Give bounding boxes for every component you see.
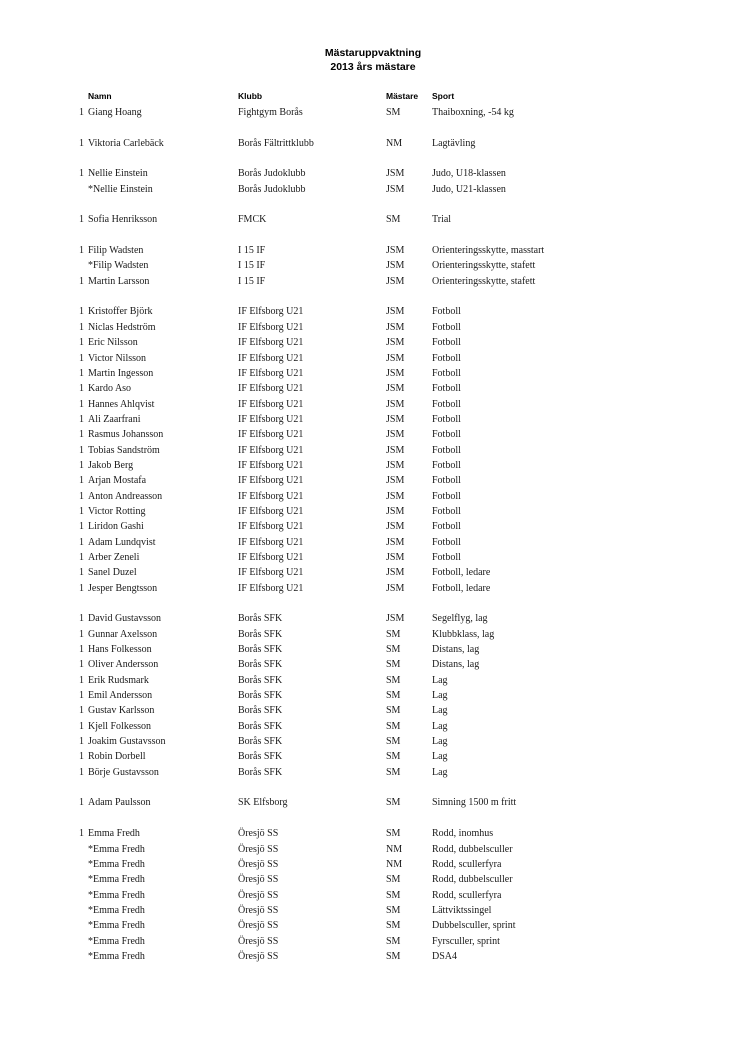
row-master: SM xyxy=(386,935,401,947)
row-name: Sanel Duzel xyxy=(88,567,137,579)
row-master: JSM xyxy=(386,551,405,563)
row-club: I 15 IF xyxy=(238,260,266,272)
row-master: JSM xyxy=(386,582,405,594)
row-name: *Emma Fredh xyxy=(88,904,145,916)
row-count: 1 xyxy=(79,766,84,778)
table-row xyxy=(0,304,746,319)
row-name: Arber Zeneli xyxy=(88,551,140,563)
row-sport: Rodd, scullerfyra xyxy=(432,858,502,870)
row-club: Fightgym Borås xyxy=(238,107,303,118)
row-name: Hans Folkesson xyxy=(88,644,152,656)
table-row xyxy=(0,274,746,289)
row-sport: Rodd, inomhus xyxy=(432,828,494,840)
row-sport: Lag xyxy=(432,736,448,748)
row-club: Borås SFK xyxy=(238,705,283,717)
table-row xyxy=(0,519,746,534)
row-club: Borås SFK xyxy=(238,644,283,656)
row-name: Jesper Bengtsson xyxy=(88,582,158,594)
row-club: IF Elfsborg U21 xyxy=(238,551,304,563)
column-header-sport: Sport xyxy=(432,91,455,101)
table-row xyxy=(0,473,746,488)
row-name: *Emma Fredh xyxy=(88,935,145,947)
row-club: IF Elfsborg U21 xyxy=(238,505,304,517)
row-name: Victor Nilsson xyxy=(88,352,147,364)
row-club: Öresjö SS xyxy=(238,858,279,870)
row-club: Borås SFK xyxy=(238,736,283,748)
row-count: 1 xyxy=(79,521,84,533)
row-sport: Lag xyxy=(432,720,448,732)
row-name: Oliver Andersson xyxy=(88,659,159,671)
row-count: 1 xyxy=(79,797,84,809)
row-name: *Emma Fredh xyxy=(88,874,145,886)
row-count: 1 xyxy=(79,337,84,349)
table-row xyxy=(0,182,746,197)
row-sport: Lag xyxy=(432,690,448,702)
row-name: *Emma Fredh xyxy=(88,889,145,901)
table-row xyxy=(0,535,746,550)
row-sport: Fotboll xyxy=(432,398,461,410)
row-sport: Judo, U21-klassen xyxy=(432,183,506,195)
row-count: 1 xyxy=(79,429,84,441)
row-master: JSM xyxy=(386,383,405,395)
table-row xyxy=(0,412,746,427)
row-club: IF Elfsborg U21 xyxy=(238,337,304,349)
table-row xyxy=(0,258,746,273)
table-row xyxy=(0,581,746,596)
row-club: IF Elfsborg U21 xyxy=(238,459,304,471)
row-count: 1 xyxy=(79,475,84,487)
row-sport: Judo, U18-klassen xyxy=(432,168,506,180)
row-count: 1 xyxy=(79,736,84,748)
row-count: 1 xyxy=(79,398,84,410)
table-row xyxy=(0,427,746,442)
row-master: JSM xyxy=(386,490,405,502)
row-name: Martin Ingesson xyxy=(88,367,154,379)
table-row xyxy=(0,504,746,519)
row-master: JSM xyxy=(386,183,405,195)
row-club: IF Elfsborg U21 xyxy=(238,383,304,395)
table-row xyxy=(0,642,746,657)
row-sport: Lag xyxy=(432,674,448,686)
row-count: 1 xyxy=(79,168,84,180)
row-club: Borås Judoklubb xyxy=(238,168,306,180)
table-row xyxy=(0,136,746,151)
row-count: 1 xyxy=(79,107,84,118)
row-name: Filip Wadsten xyxy=(88,245,144,257)
column-header-master: Mästare xyxy=(386,91,419,101)
table-row xyxy=(0,688,746,703)
row-master: JSM xyxy=(386,505,405,517)
table-row xyxy=(0,627,746,642)
row-club: FMCK xyxy=(238,214,267,226)
row-sport: Trial xyxy=(432,214,452,226)
row-master: JSM xyxy=(386,168,405,180)
row-club: IF Elfsborg U21 xyxy=(238,367,304,379)
row-club: SK Elfsborg xyxy=(238,797,288,809)
row-count: 1 xyxy=(79,444,84,456)
row-club: Öresjö SS xyxy=(238,935,279,947)
row-master: JSM xyxy=(386,413,405,425)
row-sport: Simning 1500 m fritt xyxy=(432,797,517,809)
row-name: Ali Zaarfrani xyxy=(88,413,141,425)
row-name: *Nellie Einstein xyxy=(88,183,153,195)
row-name: Martin Larsson xyxy=(88,275,150,287)
row-count: 1 xyxy=(79,628,84,640)
row-club: Borås SFK xyxy=(238,659,283,671)
spacer-row xyxy=(0,197,746,212)
row-club: Borås SFK xyxy=(238,720,283,732)
row-club: Borås SFK xyxy=(238,766,283,778)
table-row xyxy=(0,212,746,227)
table-row xyxy=(0,842,746,857)
row-count: 1 xyxy=(79,321,84,333)
row-master: JSM xyxy=(386,275,405,287)
row-count: 1 xyxy=(79,751,84,763)
row-sport: Fotboll xyxy=(432,352,461,364)
row-club: IF Elfsborg U21 xyxy=(238,567,304,579)
row-count: 1 xyxy=(79,245,84,257)
row-master: SM xyxy=(386,736,401,748)
row-master: JSM xyxy=(386,567,405,579)
column-header-name: Namn xyxy=(88,91,112,101)
row-club: Öresjö SS xyxy=(238,920,279,932)
row-sport: Fotboll xyxy=(432,413,461,425)
row-count: 1 xyxy=(79,674,84,686)
row-club: Borås SFK xyxy=(238,628,283,640)
row-sport: DSA4 xyxy=(432,950,458,962)
row-name: *Emma Fredh xyxy=(88,920,145,932)
row-name: Kardo Aso xyxy=(88,383,132,395)
row-name: Nellie Einstein xyxy=(88,168,148,180)
row-master: SM xyxy=(386,659,401,671)
row-master: NM xyxy=(386,843,403,855)
row-master: SM xyxy=(386,904,401,916)
row-name: Viktoria Carlebäck xyxy=(88,137,164,149)
document-title: Mästaruppvaktning xyxy=(324,47,422,59)
row-master: JSM xyxy=(386,444,405,456)
row-master: NM xyxy=(386,137,403,149)
row-sport: Dubbelsculler, sprint xyxy=(432,920,516,932)
table-row xyxy=(0,320,746,335)
row-master: JSM xyxy=(386,306,405,318)
row-club: IF Elfsborg U21 xyxy=(238,475,304,487)
row-sport: Klubbklass, lag xyxy=(432,628,495,640)
row-sport: Rodd, scullerfyra xyxy=(432,889,502,901)
row-sport: Lag xyxy=(432,705,448,717)
table-row xyxy=(0,335,746,350)
row-master: JSM xyxy=(386,352,405,364)
row-name: Niclas Hedström xyxy=(88,321,156,333)
row-club: Öresjö SS xyxy=(238,843,279,855)
table-row xyxy=(0,857,746,872)
spacer-row xyxy=(0,151,746,166)
table-row xyxy=(0,918,746,933)
row-name: Eric Nilsson xyxy=(88,337,138,349)
row-master: JSM xyxy=(386,245,405,257)
table-row xyxy=(0,765,746,780)
row-master: JSM xyxy=(386,260,405,272)
row-name: Joakim Gustavsson xyxy=(88,736,166,748)
spacer-row xyxy=(0,596,746,611)
row-club: IF Elfsborg U21 xyxy=(238,429,304,441)
row-sport: Lagtävling xyxy=(432,137,476,149)
row-name: Gustav Karlsson xyxy=(88,705,155,717)
table-row xyxy=(0,734,746,749)
row-name: Hannes Ahlqvist xyxy=(88,398,155,410)
row-master: NM xyxy=(386,858,403,870)
table-row xyxy=(0,550,746,565)
row-sport: Fotboll xyxy=(432,429,461,441)
row-master: SM xyxy=(386,720,401,732)
row-name: Jakob Berg xyxy=(88,459,134,471)
row-name: Kjell Folkesson xyxy=(88,720,152,732)
table-row xyxy=(0,489,746,504)
champions-list xyxy=(0,105,746,964)
row-name: Emma Fredh xyxy=(88,828,140,840)
table-row xyxy=(0,458,746,473)
row-sport: Lag xyxy=(432,766,448,778)
table-row xyxy=(0,397,746,412)
row-count: 1 xyxy=(79,536,84,548)
table-row xyxy=(0,673,746,688)
table-row xyxy=(0,872,746,887)
row-club: IF Elfsborg U21 xyxy=(238,536,304,548)
table-row xyxy=(0,366,746,381)
table-row xyxy=(0,703,746,718)
row-club: Borås SFK xyxy=(238,690,283,702)
row-master: JSM xyxy=(386,536,405,548)
row-count: 1 xyxy=(79,413,84,425)
row-club: Öresjö SS xyxy=(238,904,279,916)
row-master: JSM xyxy=(386,367,405,379)
row-count: 1 xyxy=(79,137,84,149)
table-row xyxy=(0,826,746,841)
table-row xyxy=(0,903,746,918)
row-sport: Fotboll xyxy=(432,490,461,502)
row-club: IF Elfsborg U21 xyxy=(238,321,304,333)
table-row xyxy=(0,105,746,120)
row-club: IF Elfsborg U21 xyxy=(238,582,304,594)
row-club: I 15 IF xyxy=(238,275,266,287)
row-club: I 15 IF xyxy=(238,245,266,257)
row-sport: Fyrsculler, sprint xyxy=(432,935,500,947)
row-count: 1 xyxy=(79,505,84,517)
row-sport: Lag xyxy=(432,751,448,763)
row-count: 1 xyxy=(79,352,84,364)
row-name: Börje Gustavsson xyxy=(88,766,159,778)
table-row xyxy=(0,243,746,258)
row-sport: Lättviktssingel xyxy=(432,904,492,916)
row-sport: Fotboll xyxy=(432,321,461,333)
row-name: Anton Andreasson xyxy=(88,490,163,502)
row-club: IF Elfsborg U21 xyxy=(238,413,304,425)
row-master: SM xyxy=(386,690,401,702)
row-master: JSM xyxy=(386,521,405,533)
row-club: IF Elfsborg U21 xyxy=(238,490,304,502)
row-count: 1 xyxy=(79,214,84,226)
row-sport: Fotboll, ledare xyxy=(432,567,491,579)
row-master: SM xyxy=(386,889,401,901)
row-club: Borås Judoklubb xyxy=(238,183,306,195)
row-count: 1 xyxy=(79,720,84,732)
row-club: Borås SFK xyxy=(238,751,283,763)
row-count: 1 xyxy=(79,567,84,579)
row-master: SM xyxy=(386,874,401,886)
row-count: 1 xyxy=(79,644,84,656)
row-master: SM xyxy=(386,751,401,763)
row-master: JSM xyxy=(386,321,405,333)
row-club: IF Elfsborg U21 xyxy=(238,352,304,364)
row-name: Adam Paulsson xyxy=(88,797,151,809)
row-sport: Rodd, dubbelsculler xyxy=(432,843,513,855)
row-name: *Emma Fredh xyxy=(88,843,145,855)
row-name: Giang Hoang xyxy=(88,107,142,118)
row-club: Öresjö SS xyxy=(238,950,279,962)
row-sport: Fotboll xyxy=(432,505,461,517)
row-name: Gunnar Axelsson xyxy=(88,628,158,640)
row-master: SM xyxy=(386,644,401,656)
row-club: IF Elfsborg U21 xyxy=(238,444,304,456)
table-row xyxy=(0,166,746,181)
row-sport: Thaiboxning, -54 kg xyxy=(432,107,514,118)
row-sport: Fotboll xyxy=(432,475,461,487)
table-row xyxy=(0,719,746,734)
table-row xyxy=(0,749,746,764)
row-master: JSM xyxy=(386,459,405,471)
row-name: *Emma Fredh xyxy=(88,950,145,962)
row-master: SM xyxy=(386,797,401,809)
table-row xyxy=(0,611,746,626)
row-name: Adam Lundqvist xyxy=(88,536,156,548)
row-club: Öresjö SS xyxy=(238,874,279,886)
row-master: JSM xyxy=(386,337,405,349)
table-row xyxy=(0,351,746,366)
row-count: 1 xyxy=(79,582,84,594)
table-row xyxy=(0,381,746,396)
spacer-row xyxy=(0,120,746,135)
row-master: SM xyxy=(386,674,401,686)
row-master: SM xyxy=(386,920,401,932)
row-master: JSM xyxy=(386,429,405,441)
row-sport: Distans, lag xyxy=(432,659,480,671)
row-name: Arjan Mostafa xyxy=(88,475,147,487)
row-count: 1 xyxy=(79,306,84,318)
row-sport: Fotboll xyxy=(432,367,461,379)
row-club: Öresjö SS xyxy=(238,889,279,901)
row-master: SM xyxy=(386,214,401,226)
row-name: Emil Andersson xyxy=(88,690,153,702)
row-sport: Rodd, dubbelsculler xyxy=(432,874,513,886)
spacer-row xyxy=(0,780,746,795)
row-sport: Fotboll xyxy=(432,551,461,563)
table-row xyxy=(0,657,746,672)
table-row xyxy=(0,443,746,458)
row-count: 1 xyxy=(79,690,84,702)
row-sport: Fotboll xyxy=(432,337,461,349)
row-name: Sofia Henriksson xyxy=(88,214,158,226)
row-sport: Segelflyg, lag xyxy=(432,613,488,625)
row-sport: Fotboll xyxy=(432,306,461,318)
row-club: IF Elfsborg U21 xyxy=(238,306,304,318)
row-club: Borås SFK xyxy=(238,674,283,686)
row-name: Tobias Sandström xyxy=(88,444,160,456)
row-master: SM xyxy=(386,107,401,118)
row-name: David Gustavsson xyxy=(88,613,162,625)
row-name: Rasmus Johansson xyxy=(88,429,164,441)
row-master: JSM xyxy=(386,613,405,625)
spacer-row xyxy=(0,811,746,826)
row-sport: Fotboll xyxy=(432,521,461,533)
table-row xyxy=(0,795,746,810)
row-sport: Orienteringsskytte, stafett xyxy=(432,275,536,287)
row-club: IF Elfsborg U21 xyxy=(238,398,304,410)
row-master: SM xyxy=(386,766,401,778)
row-master: SM xyxy=(386,705,401,717)
row-club: Borås Fältrittklubb xyxy=(238,137,314,149)
row-sport: Orienteringsskytte, masstart xyxy=(432,245,545,257)
row-count: 1 xyxy=(79,705,84,717)
row-name: *Filip Wadsten xyxy=(88,260,149,272)
document-subtitle: 2013 års mästare xyxy=(330,61,416,73)
table-row xyxy=(0,565,746,580)
row-master: SM xyxy=(386,950,401,962)
row-sport: Fotboll xyxy=(432,536,461,548)
row-club: Borås SFK xyxy=(238,613,283,625)
row-master: JSM xyxy=(386,398,405,410)
row-name: Kristoffer Björk xyxy=(88,306,153,318)
row-count: 1 xyxy=(79,659,84,671)
column-header-club: Klubb xyxy=(238,91,263,101)
row-name: Robin Dorbell xyxy=(88,751,146,763)
row-sport: Distans, lag xyxy=(432,644,480,656)
row-count: 1 xyxy=(79,490,84,502)
table-row xyxy=(0,934,746,949)
row-count: 1 xyxy=(79,613,84,625)
row-sport: Fotboll, ledare xyxy=(432,582,491,594)
row-count: 1 xyxy=(79,551,84,563)
row-master: JSM xyxy=(386,475,405,487)
spacer-row xyxy=(0,228,746,243)
row-count: 1 xyxy=(79,275,84,287)
table-row xyxy=(0,888,746,903)
row-club: Öresjö SS xyxy=(238,828,279,840)
row-name: *Emma Fredh xyxy=(88,858,145,870)
row-sport: Orienteringsskytte, stafett xyxy=(432,260,536,272)
row-sport: Fotboll xyxy=(432,459,461,471)
row-sport: Fotboll xyxy=(432,383,461,395)
row-count: 1 xyxy=(79,383,84,395)
row-sport: Fotboll xyxy=(432,444,461,456)
row-master: SM xyxy=(386,828,401,840)
row-master: SM xyxy=(386,628,401,640)
row-count: 1 xyxy=(79,459,84,471)
spacer-row xyxy=(0,289,746,304)
table-row xyxy=(0,949,746,964)
row-name: Liridon Gashi xyxy=(88,521,144,533)
row-club: IF Elfsborg U21 xyxy=(238,521,304,533)
row-count: 1 xyxy=(79,367,84,379)
row-name: Erik Rudsmark xyxy=(88,674,149,686)
row-count: 1 xyxy=(79,828,84,840)
row-name: Victor Rotting xyxy=(88,505,146,517)
